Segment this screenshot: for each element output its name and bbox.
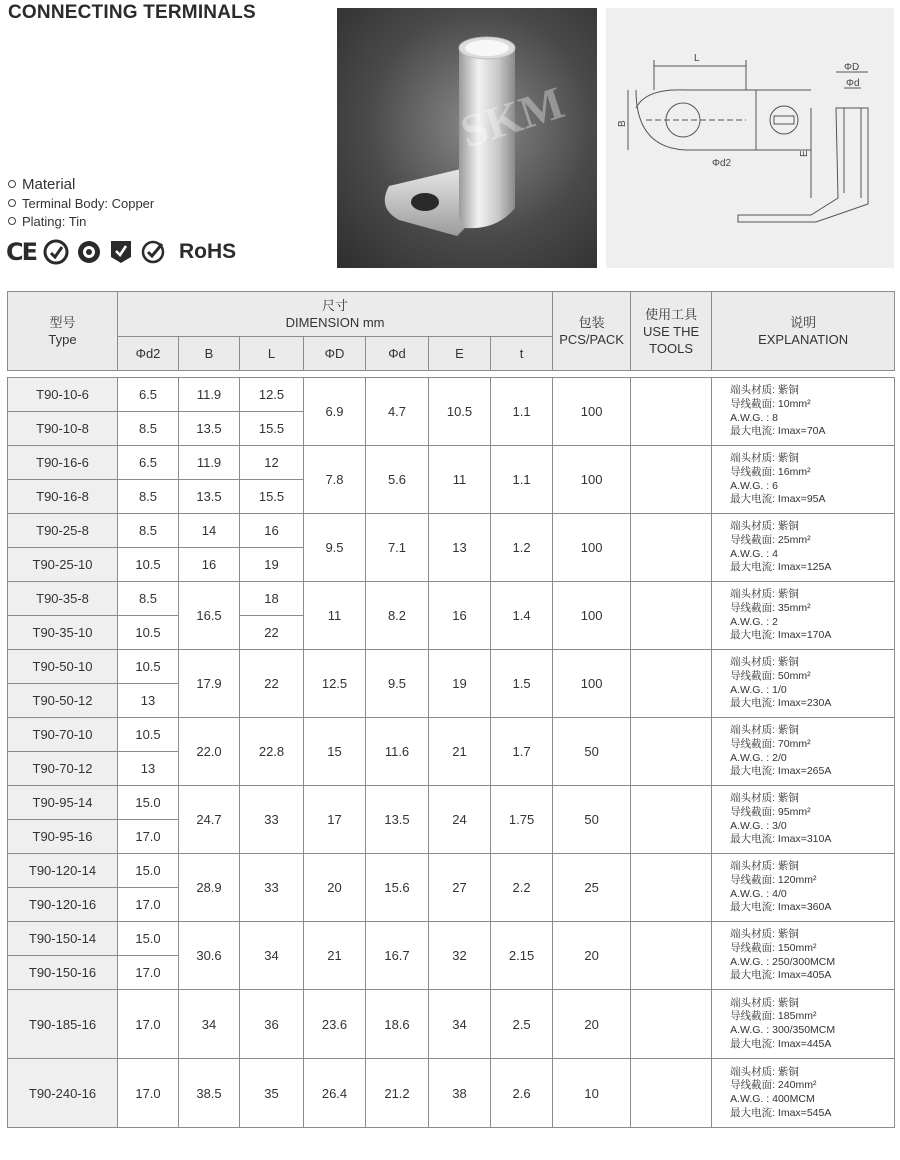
explanation-cell: 端头材质: 紫铜 导线截面: 70mm² A.W.G. : 2/0 最大电流: Imax=265A bbox=[712, 718, 895, 786]
table-cell: 15.0 bbox=[118, 786, 179, 820]
table-cell: T90-10-6 bbox=[8, 378, 118, 412]
dim-label-E: E bbox=[799, 150, 810, 157]
table-cell: 10.5 bbox=[118, 718, 179, 752]
explanation-cell: 端头材质: 紫铜 导线截面: 16mm² A.W.G. : 6 最大电流: Imax=95A bbox=[712, 446, 895, 514]
header-pack: 包装 PCS/PACK bbox=[553, 292, 631, 371]
table-cell: 1.1 bbox=[491, 446, 553, 514]
table-cell: 2.5 bbox=[491, 990, 553, 1059]
table-cell: 20 bbox=[304, 854, 366, 922]
table-cell: 17.0 bbox=[118, 820, 179, 854]
table-cell: 13 bbox=[118, 684, 179, 718]
table-cell: 13 bbox=[118, 752, 179, 786]
table-cell: 10.5 bbox=[118, 616, 179, 650]
dim-label-D: ΦD bbox=[844, 62, 860, 73]
table-cell: 18.6 bbox=[366, 990, 429, 1059]
table-row bbox=[8, 854, 895, 888]
table-cell: 33 bbox=[240, 786, 304, 854]
table-cell: 22 bbox=[240, 650, 304, 718]
rohs-mark: RoHS bbox=[179, 240, 237, 263]
header-col-D: ΦD bbox=[304, 337, 366, 371]
table-cell: 50 bbox=[553, 718, 631, 786]
table-cell: 16.7 bbox=[366, 922, 429, 990]
table-row bbox=[8, 922, 895, 956]
header-tools: 使用工具 USE THE TOOLS bbox=[631, 292, 712, 371]
explanation-cell: 端头材质: 紫铜 导线截面: 25mm² A.W.G. : 4 最大电流: Imax=125A bbox=[712, 514, 895, 582]
table-cell: 27 bbox=[429, 854, 491, 922]
explanation-cell: 端头材质: 紫铜 导线截面: 35mm² A.W.G. : 2 最大电流: Imax=170A bbox=[712, 582, 895, 650]
table-row bbox=[8, 1059, 895, 1128]
table-cell: 11 bbox=[304, 582, 366, 650]
table-cell: 15.0 bbox=[118, 922, 179, 956]
table-cell: 6.5 bbox=[118, 446, 179, 480]
explanation-cell: 端头材质: 紫铜 导线截面: 150mm² A.W.G. : 250/300MCM 最大电流: Imax=405A bbox=[712, 922, 895, 990]
table-cell: 12.5 bbox=[240, 378, 304, 412]
table-cell: 18 bbox=[240, 582, 304, 616]
sgs-check-icon bbox=[140, 239, 168, 265]
table-cell: 100 bbox=[553, 582, 631, 650]
table-cell: 30.6 bbox=[179, 922, 240, 990]
header-type: 型号 Type bbox=[8, 292, 118, 371]
table-cell: 13.5 bbox=[179, 412, 240, 446]
table-cell: 16 bbox=[240, 514, 304, 548]
header-dimension: 尺寸 DIMENSION mm bbox=[118, 292, 553, 337]
table-cell: 4.7 bbox=[366, 378, 429, 446]
table-cell: 2.15 bbox=[491, 922, 553, 990]
table-cell: 10.5 bbox=[118, 650, 179, 684]
table-cell: 12 bbox=[240, 446, 304, 480]
table-cell: 38 bbox=[429, 1059, 491, 1128]
table-cell: 25 bbox=[553, 854, 631, 922]
table-cell: 7.1 bbox=[366, 514, 429, 582]
table-cell: 100 bbox=[553, 446, 631, 514]
tools-cell bbox=[631, 990, 712, 1059]
table-cell: 9.5 bbox=[304, 514, 366, 582]
explanation-cell: 端头材质: 紫铜 导线截面: 95mm² A.W.G. : 3/0 最大电流: Imax=310A bbox=[712, 786, 895, 854]
table-cell: 2.6 bbox=[491, 1059, 553, 1128]
table-cell: 15.5 bbox=[240, 412, 304, 446]
table-cell: 16 bbox=[179, 548, 240, 582]
table-cell: T90-120-14 bbox=[8, 854, 118, 888]
explanation-cell: 端头材质: 紫铜 导线截面: 120mm² A.W.G. : 4/0 最大电流: Imax=360A bbox=[712, 854, 895, 922]
table-row bbox=[8, 718, 895, 752]
header-col-d2: Φd2 bbox=[118, 337, 179, 371]
header-explanation: 说明 EXPLANATION bbox=[712, 292, 895, 371]
table-cell: 11.6 bbox=[366, 718, 429, 786]
table-cell: 20 bbox=[553, 922, 631, 990]
table-row bbox=[8, 990, 895, 1059]
quality-seal-icon bbox=[76, 239, 102, 265]
table-cell: 21 bbox=[429, 718, 491, 786]
tools-cell bbox=[631, 378, 712, 446]
table-cell: 11 bbox=[429, 446, 491, 514]
table-cell: 16 bbox=[429, 582, 491, 650]
table-cell: 50 bbox=[553, 786, 631, 854]
table-cell: T90-50-10 bbox=[8, 650, 118, 684]
table-cell: 2.2 bbox=[491, 854, 553, 922]
table-cell: 8.5 bbox=[118, 582, 179, 616]
table-cell: 15.6 bbox=[366, 854, 429, 922]
tools-cell bbox=[631, 514, 712, 582]
table-cell: 19 bbox=[240, 548, 304, 582]
page-title: CONNECTING TERMINALS bbox=[8, 2, 256, 23]
table-cell: 17.0 bbox=[118, 956, 179, 990]
table-cell: T90-35-10 bbox=[8, 616, 118, 650]
table-cell: 10 bbox=[553, 1059, 631, 1128]
table-cell: 34 bbox=[179, 990, 240, 1059]
table-cell: T90-120-16 bbox=[8, 888, 118, 922]
table-cell: 10.5 bbox=[429, 378, 491, 446]
table-cell: 26.4 bbox=[304, 1059, 366, 1128]
table-cell: 21 bbox=[304, 922, 366, 990]
material-body: Terminal Body: Copper bbox=[22, 195, 155, 211]
ce-mark: CE bbox=[6, 238, 37, 266]
table-cell: 23.6 bbox=[304, 990, 366, 1059]
table-cell: 17 bbox=[304, 786, 366, 854]
table-cell: T90-240-16 bbox=[8, 1059, 118, 1128]
table-cell: 6.5 bbox=[118, 378, 179, 412]
table-cell: 5.6 bbox=[366, 446, 429, 514]
header-col-L: L bbox=[240, 337, 304, 371]
table-cell: T90-185-16 bbox=[8, 990, 118, 1059]
table-cell: 36 bbox=[240, 990, 304, 1059]
table-cell: 22.0 bbox=[179, 718, 240, 786]
table-cell: T90-150-14 bbox=[8, 922, 118, 956]
explanation-cell: 端头材质: 紫铜 导线截面: 10mm² A.W.G. : 8 最大电流: Imax=70A bbox=[712, 378, 895, 446]
table-cell: 17.9 bbox=[179, 650, 240, 718]
explanation-cell: 端头材质: 紫铜 导线截面: 185mm² A.W.G. : 300/350MCM 最大电流: Imax=445A bbox=[712, 990, 895, 1059]
technical-drawing bbox=[606, 8, 894, 268]
table-cell: 8.5 bbox=[118, 412, 179, 446]
ccc-icon bbox=[43, 239, 69, 265]
explanation-cell: 端头材质: 紫铜 导线截面: 240mm² A.W.G. : 400MCM 最大电流: Imax=545A bbox=[712, 1059, 895, 1128]
table-cell: T90-95-14 bbox=[8, 786, 118, 820]
table-cell: 8.2 bbox=[366, 582, 429, 650]
material-plating: Plating: Tin bbox=[22, 213, 87, 229]
tools-cell bbox=[631, 718, 712, 786]
dim-label-d2: Φd2 bbox=[712, 158, 732, 169]
table-cell: 9.5 bbox=[366, 650, 429, 718]
header-col-t: t bbox=[491, 337, 553, 371]
table-row bbox=[8, 650, 895, 684]
product-photo bbox=[337, 8, 597, 268]
tools-cell bbox=[631, 446, 712, 514]
table-cell: T90-25-10 bbox=[8, 548, 118, 582]
header-col-E: E bbox=[429, 337, 491, 371]
table-cell: T90-150-16 bbox=[8, 956, 118, 990]
spec-table bbox=[7, 291, 895, 1128]
header-col-d: Φd bbox=[366, 337, 429, 371]
table-row bbox=[8, 446, 895, 480]
table-cell: T90-35-8 bbox=[8, 582, 118, 616]
table-cell: 24 bbox=[429, 786, 491, 854]
table-cell: 28.9 bbox=[179, 854, 240, 922]
table-cell: T90-16-6 bbox=[8, 446, 118, 480]
table-cell: 22 bbox=[240, 616, 304, 650]
table-cell: 100 bbox=[553, 514, 631, 582]
table-cell: 8.5 bbox=[118, 480, 179, 514]
table-cell: 13 bbox=[429, 514, 491, 582]
material-heading: Material bbox=[22, 175, 76, 193]
table-cell: 14 bbox=[179, 514, 240, 548]
tools-cell bbox=[631, 650, 712, 718]
tools-cell bbox=[631, 582, 712, 650]
dim-label-B: B bbox=[617, 120, 628, 127]
table-row bbox=[8, 786, 895, 820]
material-info bbox=[8, 174, 154, 230]
tools-cell bbox=[631, 786, 712, 854]
table-row bbox=[8, 378, 895, 412]
table-cell: 38.5 bbox=[179, 1059, 240, 1128]
table-cell: 13.5 bbox=[366, 786, 429, 854]
table-cell: 17.0 bbox=[118, 1059, 179, 1128]
table-cell: 20 bbox=[553, 990, 631, 1059]
table-cell: 6.9 bbox=[304, 378, 366, 446]
table-cell: T90-95-16 bbox=[8, 820, 118, 854]
table-cell: 1.4 bbox=[491, 582, 553, 650]
table-cell: 19 bbox=[429, 650, 491, 718]
table-cell: 15.5 bbox=[240, 480, 304, 514]
table-cell: 34 bbox=[240, 922, 304, 990]
table-cell: 1.75 bbox=[491, 786, 553, 854]
table-cell: T90-70-10 bbox=[8, 718, 118, 752]
svg-text:SKM: SKM bbox=[454, 76, 570, 158]
table-cell: 34 bbox=[429, 990, 491, 1059]
table-cell: 7.8 bbox=[304, 446, 366, 514]
table-cell: 12.5 bbox=[304, 650, 366, 718]
dim-label-d: Φd bbox=[846, 78, 860, 89]
table-cell: 13.5 bbox=[179, 480, 240, 514]
iso-cert-icon bbox=[109, 239, 133, 265]
table-row bbox=[8, 582, 895, 616]
table-cell: 100 bbox=[553, 650, 631, 718]
table-cell: 8.5 bbox=[118, 514, 179, 548]
table-cell bbox=[8, 371, 895, 378]
table-cell: T90-50-12 bbox=[8, 684, 118, 718]
table-cell: 17.0 bbox=[118, 990, 179, 1059]
explanation-cell: 端头材质: 紫铜 导线截面: 50mm² A.W.G. : 1/0 最大电流: Imax=230A bbox=[712, 650, 895, 718]
table-cell: 21.2 bbox=[366, 1059, 429, 1128]
certification-marks bbox=[6, 236, 236, 268]
table-row bbox=[8, 514, 895, 548]
table-cell: 33 bbox=[240, 854, 304, 922]
header-col-B: B bbox=[179, 337, 240, 371]
table-cell: 17.0 bbox=[118, 888, 179, 922]
tools-cell bbox=[631, 922, 712, 990]
tools-cell bbox=[631, 854, 712, 922]
dim-label-L: L bbox=[694, 53, 700, 64]
table-cell: 1.5 bbox=[491, 650, 553, 718]
table-cell: 15.0 bbox=[118, 854, 179, 888]
table-cell: 10.5 bbox=[118, 548, 179, 582]
table-cell: T90-25-8 bbox=[8, 514, 118, 548]
table-cell: T90-10-8 bbox=[8, 412, 118, 446]
table-cell: 35 bbox=[240, 1059, 304, 1128]
table-cell: 1.1 bbox=[491, 378, 553, 446]
table-cell: 32 bbox=[429, 922, 491, 990]
table-cell: 1.2 bbox=[491, 514, 553, 582]
table-cell: T90-16-8 bbox=[8, 480, 118, 514]
table-cell: 15 bbox=[304, 718, 366, 786]
table-cell: 24.7 bbox=[179, 786, 240, 854]
table-cell: 22.8 bbox=[240, 718, 304, 786]
tools-cell bbox=[631, 1059, 712, 1128]
table-cell: 11.9 bbox=[179, 446, 240, 480]
table-cell: 16.5 bbox=[179, 582, 240, 650]
table-cell: 11.9 bbox=[179, 378, 240, 412]
table-cell: T90-70-12 bbox=[8, 752, 118, 786]
table-cell: 100 bbox=[553, 378, 631, 446]
table-cell: 1.7 bbox=[491, 718, 553, 786]
